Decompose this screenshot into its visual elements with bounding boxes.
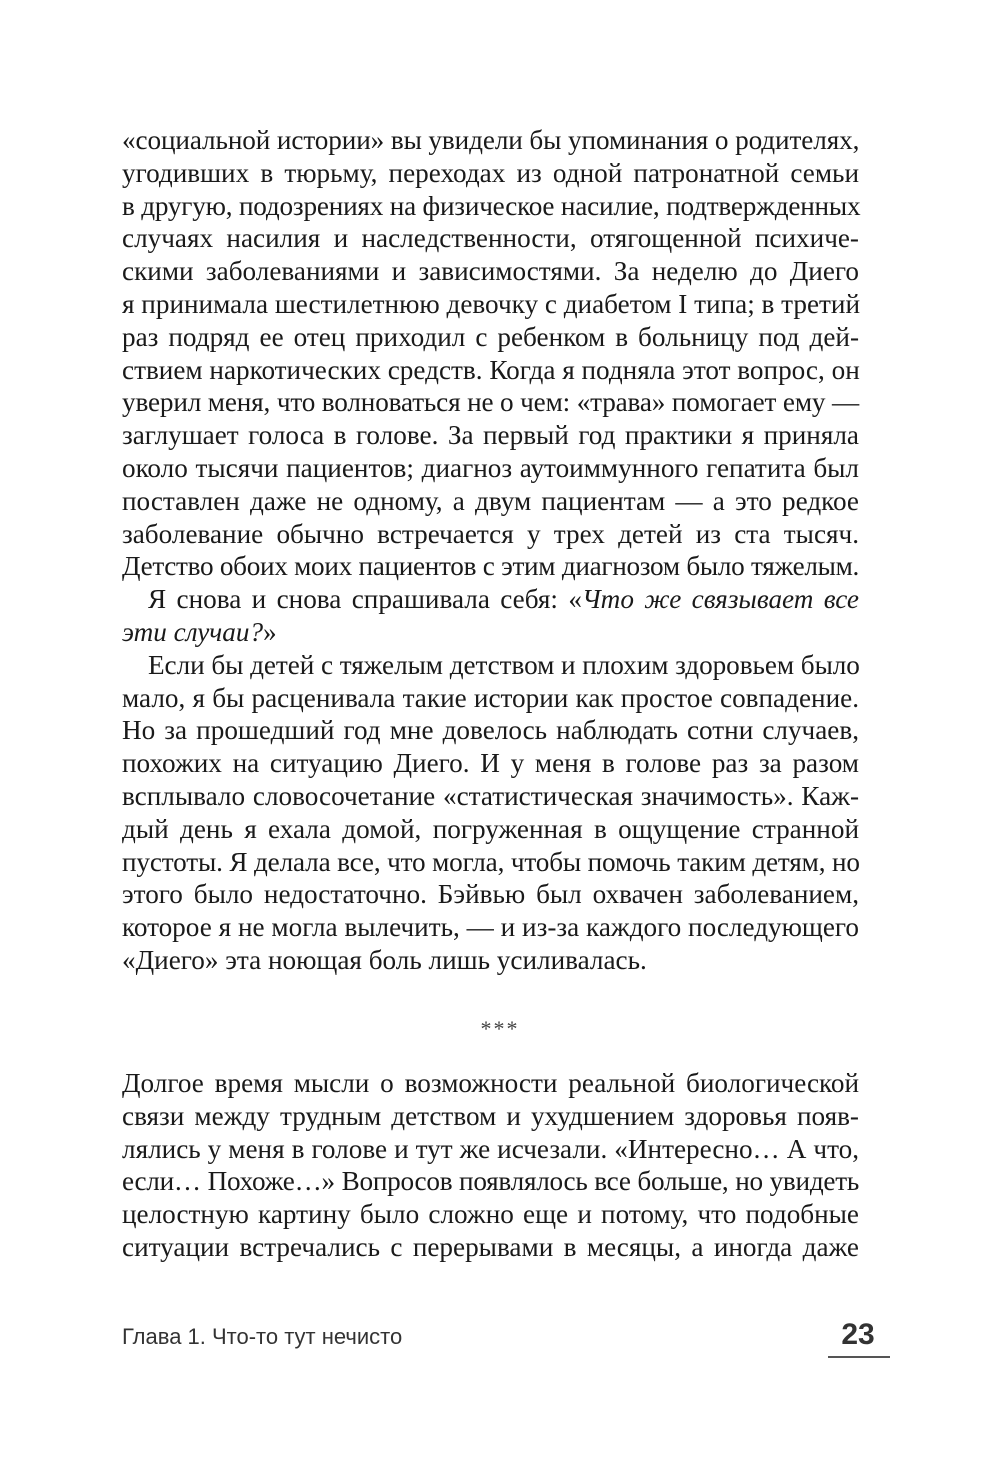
text-line: лялись у меня в голове и тут же исчезали. «Интересно… А что,: [122, 1133, 859, 1164]
question-italic: Что же связывает все: [581, 584, 859, 615]
text-line: всплывало словосочетание «статистическая значимость». Каж-: [122, 780, 859, 811]
question-suffix: »: [263, 616, 277, 647]
page-number: 23: [841, 1318, 875, 1351]
text-line: похожих на ситуацию Диего. И у меня в голове раз за разом: [122, 748, 859, 779]
text-line: скими заболеваниями и зависимостями. За неделю до Диего: [122, 256, 859, 287]
text-line: Детство обоих моих пациентов с этим диагнозом было тяжелым.: [122, 551, 859, 582]
question-line: [122, 583, 859, 616]
text-line: поставлен даже не одному, а двум пациентам — а это редкое: [122, 485, 859, 516]
text-line: Долгое время мысли о возможности реальной биологической: [122, 1068, 859, 1098]
question-prefix: Я снова и снова спрашивала себя: «: [148, 584, 582, 615]
text-line: связи между трудным детством и ухудшением здоровья появ-: [122, 1100, 859, 1131]
text-line: заболевание обычно встречается у трех детей из ста тысяч.: [122, 518, 859, 549]
text-line: угодивших в тюрьму, переходах из одной патронатной семьи: [122, 157, 859, 188]
page-number-rule: [828, 1356, 890, 1358]
text-line: дый день я ехала домой, погруженная в ощущение странной: [122, 813, 859, 844]
text-line: я принимала шестилетнюю девочку с диабетом I типа; в третий: [122, 288, 861, 319]
text-line: уверил меня, что волноваться не о чем: «трава» помогает ему —: [122, 387, 860, 418]
body-text-upper: [122, 124, 859, 977]
text-line: Но за прошедший год мне довелось наблюдать сотни случаев,: [122, 715, 859, 746]
text-line: около тысячи пациентов; диагноз аутоиммунного гепатита был: [122, 452, 859, 483]
question-line-end: [122, 616, 859, 649]
text-line: «социальной истории» вы увидели бы упоминания о родителях,: [122, 125, 860, 155]
text-line: ствием наркотических средств. Когда я подняла этот вопрос, он: [122, 354, 860, 385]
text-line: если… Похоже…» Вопросов появлялось все больше, но увидеть: [122, 1166, 859, 1197]
text-line: ситуации встречались с перерывами в месяцы, а иногда даже: [122, 1231, 859, 1262]
text-line: Если бы детей с тяжелым детством и плохим здоровьем было: [148, 649, 860, 680]
text-line: раз подряд ее отец приходил с ребенком в больницу под дей-: [122, 321, 859, 352]
text-line: которое я не могла вылечить, — и из-за каждого последующего: [122, 912, 859, 943]
text-line: случаях насилия и наследственности, отягощенной психиче-: [122, 223, 859, 254]
section-separator: ***: [480, 1016, 520, 1041]
text-line: пустоты. Я делала все, что могла, чтобы помочь таким детям, но: [122, 846, 860, 877]
text-line: заглушает голоса в голове. За первый год практики я приняла: [122, 420, 859, 451]
running-footer-chapter: Глава 1. Что-то тут нечисто: [122, 1324, 403, 1349]
question-italic-end: эти случаи?: [122, 616, 264, 647]
text-line: целостную картину было сложно еще и потому, что подобные: [122, 1199, 859, 1230]
body-text-lower: [122, 1067, 859, 1264]
text-line: в другую, подозрениях на физическое насилие, подтвержденных: [122, 190, 861, 221]
text-line: мало, я бы расценивала такие истории как простое совпадение.: [122, 682, 859, 713]
text-line: этого было недостаточно. Бэйвью был охвачен заболеванием,: [122, 879, 859, 910]
text-line: «Диего» эта ноющая боль лишь усиливалась.: [122, 944, 647, 975]
